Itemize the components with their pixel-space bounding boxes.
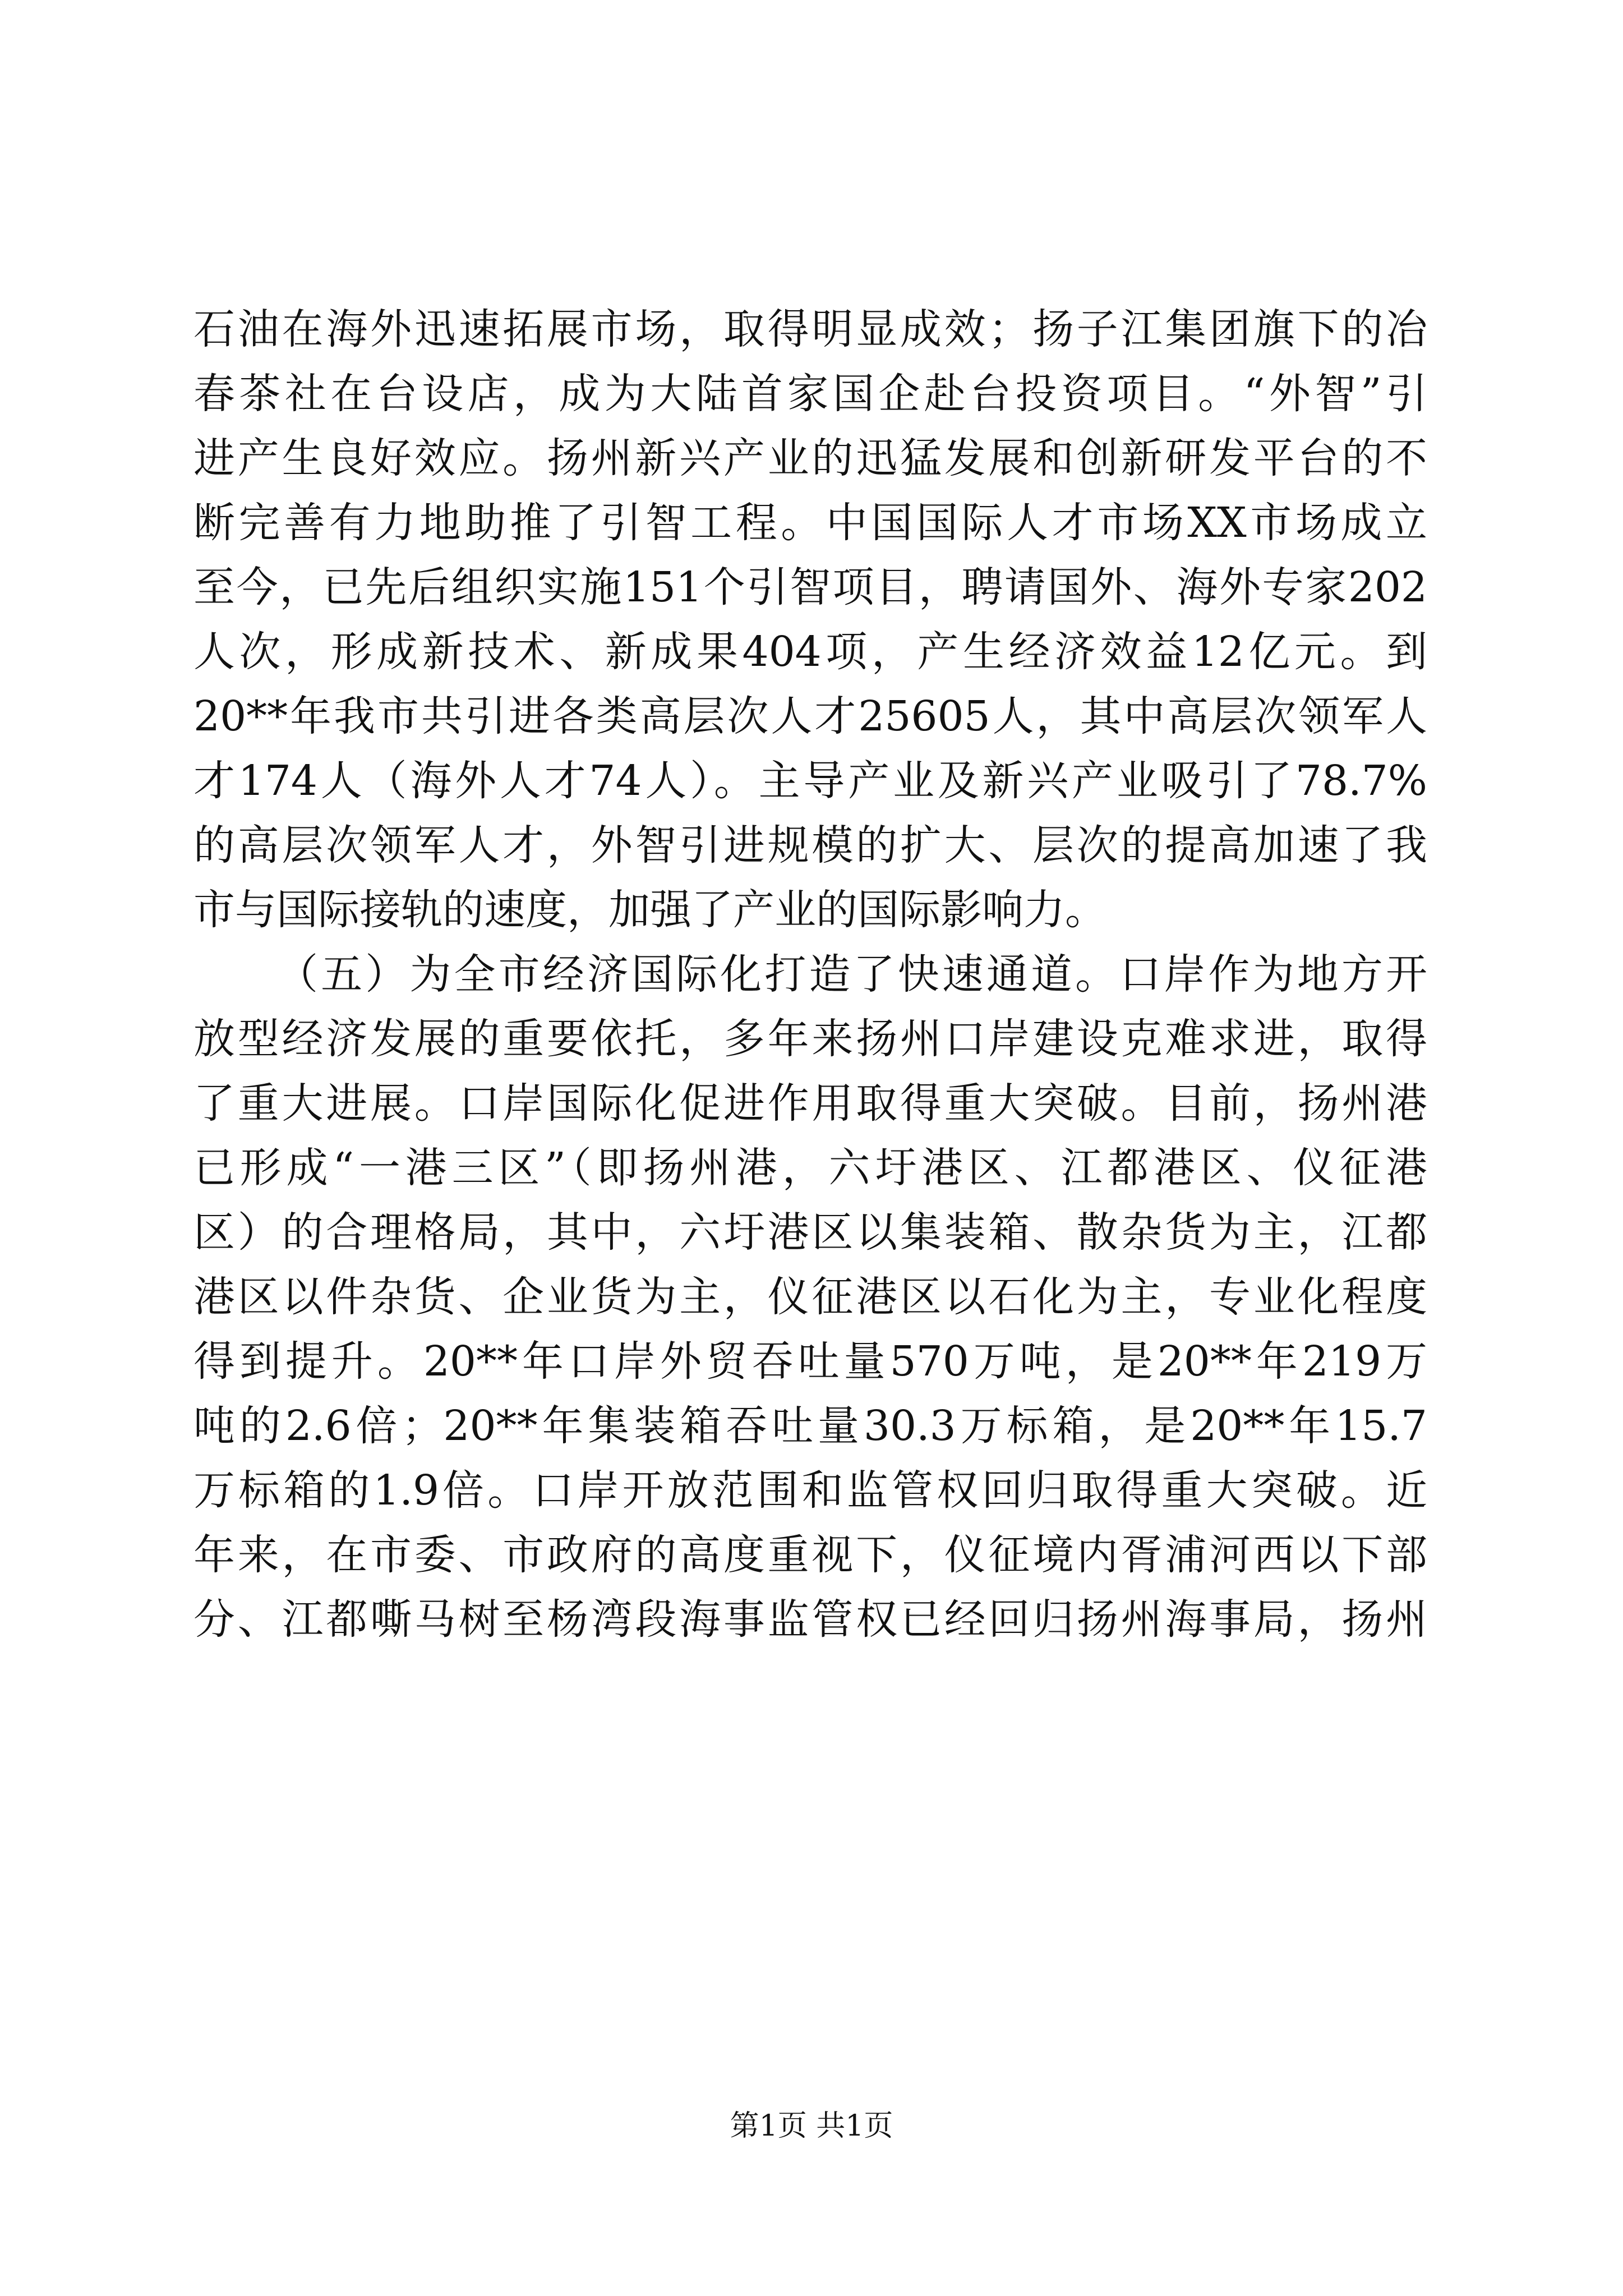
document-body <box>193 297 1427 1652</box>
text-line-19: 万标箱的1.9倍。口岸开放范围和监管权回归取得重大突破。近 <box>193 1466 1427 1515</box>
page-number-label: 第1页 共1页 <box>730 2109 893 2143</box>
text-line-16: 港区以件杂货、企业货为主，仪征港区以石化为主，专业化程度 <box>193 1273 1427 1321</box>
text-line-7: 20**年我市共引进各类高层次人才25605人，其中高层次领军人 <box>193 692 1427 740</box>
text-line-4: 断完善有力地助推了引智工程。中国国际人才市场XX市场成立 <box>193 499 1427 547</box>
text-line-14: 已形成“一港三区”（即扬州港，六圩港区、江都港区、仪征港 <box>193 1144 1427 1192</box>
text-line-10: 市与国际接轨的速度，加强了产业的国际影响力。 <box>193 886 1106 934</box>
text-line-18: 吨的2.6倍；20**年集装箱吞吐量30.3万标箱，是20**年15.7 <box>193 1402 1427 1450</box>
text-line-11: （五）为全市经济国际化打造了快速通道。口岸作为地方开 <box>276 950 1427 999</box>
text-line-2: 春茶社在台设店，成为大陆首家国企赴台投资项目。“外智”引 <box>193 370 1427 418</box>
text-line-17: 得到提升。20**年口岸外贸吞吐量570万吨，是20**年219万 <box>193 1337 1427 1386</box>
text-line-6: 人次，形成新技术、新成果404项，产生经济效益12亿元。到 <box>193 628 1427 676</box>
text-line-3: 进产生良好效应。扬州新兴产业的迅猛发展和创新研发平台的不 <box>193 434 1427 482</box>
text-line-20: 年来，在市委、市政府的高度重视下，仪征境内胥浦河西以下部 <box>193 1531 1427 1579</box>
page-footer <box>0 2106 1623 2146</box>
text-line-8: 才174人（海外人才74人）。主导产业及新兴产业吸引了78.7% <box>193 757 1427 805</box>
text-line-9: 的高层次领军人才，外智引进规模的扩大、层次的提高加速了我 <box>193 821 1427 869</box>
text-line-15: 区）的合理格局，其中，六圩港区以集装箱、散杂货为主，江都 <box>193 1208 1427 1257</box>
text-line-21: 分、江都嘶马树至杨湾段海事监管权已经回归扬州海事局，扬州 <box>193 1595 1427 1644</box>
text-line-1: 石油在海外迅速拓展市场，取得明显成效；扬子江集团旗下的冶 <box>193 305 1427 353</box>
text-line-5: 至今，已先后组织实施151个引智项目，聘请国外、海外专家202 <box>193 563 1427 611</box>
text-line-13: 了重大进展。口岸国际化促进作用取得重大突破。目前，扬州港 <box>193 1079 1427 1128</box>
text-line-12: 放型经济发展的重要依托，多年来扬州口岸建设克难求进，取得 <box>193 1015 1427 1063</box>
